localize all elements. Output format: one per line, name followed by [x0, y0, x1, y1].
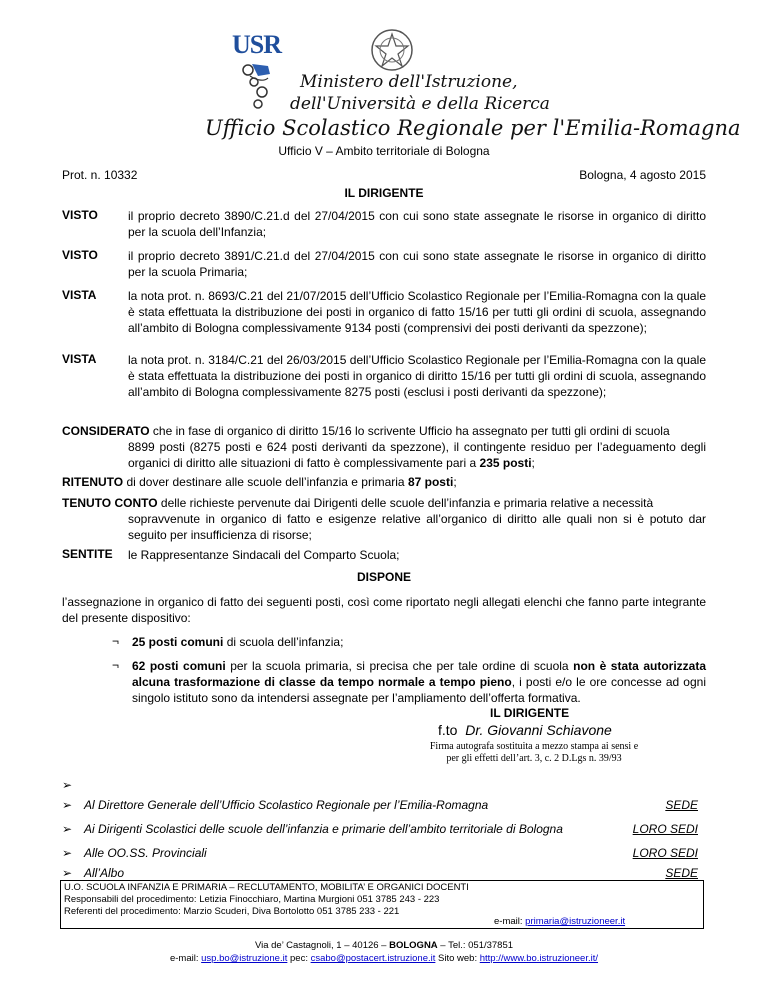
considerato-tail: ;: [531, 456, 535, 470]
document-date: Bologna, 4 agosto 2015: [579, 168, 706, 182]
contact-email-label: e-mail:: [169, 953, 202, 964]
footer-address: [0, 939, 768, 952]
recipient-2: Ai Dirigenti Scolastici delle scuole dell’infanzia e primarie dell’ambito territoriale di Bologna: [84, 822, 563, 836]
item2-bold2: non è stata autorizzata alcuna trasformazione di classe da tempo normale a tempo pieno: [132, 659, 707, 689]
footer-referenti: Referenti del procedimento: Marzio Scuderi, Diva Bortolotto 051 3785 233 - 221: [64, 906, 400, 917]
considerato-bold: 235 posti: [479, 456, 532, 470]
recipient-1: Al Direttore Generale dell’Ufficio Scolastico Regionale per l’Emilia-Romagna: [84, 798, 489, 812]
footer-responsabili: Responsabili del procedimento: Letizia Finocchiaro, Martina Murgioni 051 3785 243 - 223: [64, 894, 440, 905]
arrow-bullet-icon: ➢: [62, 846, 73, 860]
ritenuto-paragraph: [62, 474, 706, 490]
tenuto-conto-text-a: delle richieste pervenute dai Dirigenti delle scuole dell’infanzia e primaria relative a necessità: [157, 496, 654, 510]
signature-note: [410, 741, 658, 765]
pec-label: pec:: [287, 953, 311, 964]
item1-bold: 25 posti comuni: [132, 635, 224, 649]
footer-email-link[interactable]: primaria@istruzioneer.it: [525, 916, 626, 927]
footer-email-line: [494, 916, 625, 927]
item2-tail: , i posti e/o le ore concesse ad ogni singolo istituto sono da intendersi assegnate per l’ampliamento dell’offerta formativa.: [132, 675, 706, 705]
considerato-label: CONSIDERATO: [62, 424, 150, 438]
address-b: – Tel.: 051/37851: [437, 940, 514, 951]
dispone-item-1: [132, 634, 706, 650]
office-subtitle: Ufficio V – Ambito territoriale di Bologna: [278, 144, 490, 158]
signature-name: Dr. Giovanni Schiavone: [465, 722, 612, 738]
recipient-2-place: LORO SEDI: [632, 822, 698, 836]
signature-note-line-1: Firma autografa sostituita a mezzo stampa ai sensi e: [429, 741, 639, 752]
tenuto-conto-label: TENUTO CONTO: [62, 496, 158, 510]
italian-republic-emblem-icon: [368, 26, 416, 74]
arrow-bullet-icon: ➢: [62, 822, 73, 836]
sentite-label: SENTITE: [62, 547, 113, 561]
item1-text: di scuola dell’infanzia;: [223, 635, 344, 649]
considerato-paragraph: [62, 423, 706, 471]
ministry-line-2: dell'Università e della Ricerca: [290, 94, 550, 114]
signature-title: IL DIRIGENTE: [490, 706, 570, 720]
vista-label-1: VISTA: [62, 288, 97, 302]
vista-label-2: VISTA: [62, 352, 97, 366]
item2-bold: 62 posti comuni: [132, 659, 226, 673]
bullet-mark-2: ¬: [112, 658, 120, 672]
ritenuto-tail: ;: [453, 475, 457, 489]
address-city: BOLOGNA: [389, 940, 438, 951]
ritenuto-bold: 87 posti: [407, 475, 454, 489]
address-a: Via de’ Castagnoli, 1 – 40126 –: [254, 940, 390, 951]
pec-link[interactable]: csabo@postacert.istruzione.it: [310, 953, 436, 964]
footer-contacts: [0, 952, 768, 965]
recipient-3-place: LORO SEDI: [632, 846, 698, 860]
footer-email-label: e-mail:: [494, 916, 526, 927]
arrow-bullet-icon: ➢: [62, 866, 73, 880]
considerato-text-b: 8899 posti (8275 posti e 624 posti derivanti da spezzone), il contingente residuo per l’adeguamento degli organici di diritto alle situazioni di fatto è complessivamente pari a: [128, 440, 706, 470]
ministry-line-1: Ministero dell'Istruzione,: [300, 72, 518, 92]
recipient-3: Alle OO.SS. Provinciali: [84, 846, 207, 860]
usr-logo: [228, 30, 288, 112]
web-label: Sito web:: [435, 953, 480, 964]
arrow-bullet-icon: ➢: [62, 778, 73, 792]
dispone-item-2: [132, 658, 706, 706]
dirigente-heading: IL DIRIGENTE: [344, 186, 424, 200]
recipient-4: All’Albo: [84, 866, 125, 880]
footer-unit: U.O. SCUOLA INFANZIA E PRIMARIA – RECLUTAMENTO, MOBILITA’ E ORGANICI DOCENTI: [64, 882, 469, 893]
vista-text-1: la nota prot. n. 8693/C.21 del 21/07/2015 dell’Ufficio Scolastico Regionale per l’Emilia-Romagna con la quale è stata effettuata la distribuzione dei posti in organico di fatto 15/16 per tutti gli ordini di scuola, assegnando all’ambito di Bologna complessivamente 9134 posti (comprensivi dei posti derivanti da spezzone);: [128, 289, 706, 335]
recipient-1-place: SEDE: [665, 798, 698, 812]
considerato-text-a: che in fase di organico di diritto 15/16 lo scrivente Ufficio ha assegnato per tutti gli ordini di scuola: [149, 424, 670, 438]
office-full-name: Ufficio Scolastico Regionale per l'Emilia-Romagna: [205, 116, 741, 140]
recipient-4-place: SEDE: [665, 866, 698, 880]
signature-note-line-2: per gli effetti dell’art. 3, c. 2 D.Lgs n. 39/93: [446, 753, 622, 764]
visto-text-1: il proprio decreto 3890/C.21.d del 27/04/2015 con cui sono state assegnate le risorse in organico di diritto per la scuola dell’Infanzia;: [128, 209, 706, 239]
tenuto-conto-text-b: sopravvenute in organico di fatto e esigenze relative all’organico di diritto alle quali non si è potuto dar seguito per insufficienza di risorse;: [128, 512, 706, 542]
arrow-bullet-icon: ➢: [62, 798, 73, 812]
vista-text-2: la nota prot. n. 3184/C.21 del 26/03/2015 dell’Ufficio Scolastico Regionale per l’Emilia-Romagna con la quale è stata effettuata la distribuzione dei posti in organico di diritto 15/16 per tutti gli ordini di scuola, assegnando all’ambito di Bologna complessivamente 8275 posti (esclusi i posti derivanti da spezzone);: [128, 353, 706, 399]
sentite-text: le Rappresentanze Sindacali del Comparto Scuola;: [128, 548, 400, 562]
bullet-mark-1: ¬: [112, 634, 120, 648]
usr-logo-text: USR: [232, 30, 282, 59]
dispone-heading: DISPONE: [356, 570, 411, 584]
tenuto-conto-paragraph: [62, 495, 706, 543]
item2-text: per la scuola primaria, si precisa che per tale ordine di scuola: [225, 659, 574, 673]
ritenuto-text: di dover destinare alle scuole dell’infanzia e primaria: [123, 475, 408, 489]
visto-text-2: il proprio decreto 3891/C.21.d del 27/04/2015 con cui sono state assegnate le risorse in organico di diritto per la scuola Primaria;: [128, 249, 706, 279]
dispone-intro: l’assegnazione in organico di fatto dei seguenti posti, così come riportato negli allegati elenchi che fanno parte integrante del presente dispositivo:: [62, 595, 706, 625]
website-link[interactable]: http://www.bo.istruzioneer.it/: [479, 953, 599, 964]
protocol-number: Prot. n. 10332: [62, 168, 138, 182]
visto-label-2: VISTO: [62, 248, 98, 262]
signature-prefix: f.to: [438, 722, 458, 738]
contact-email-link[interactable]: usp.bo@istruzione.it: [201, 953, 288, 964]
ritenuto-label: RITENUTO: [62, 475, 124, 489]
visto-label-1: VISTO: [62, 208, 98, 222]
signature-name-line: [438, 722, 612, 738]
